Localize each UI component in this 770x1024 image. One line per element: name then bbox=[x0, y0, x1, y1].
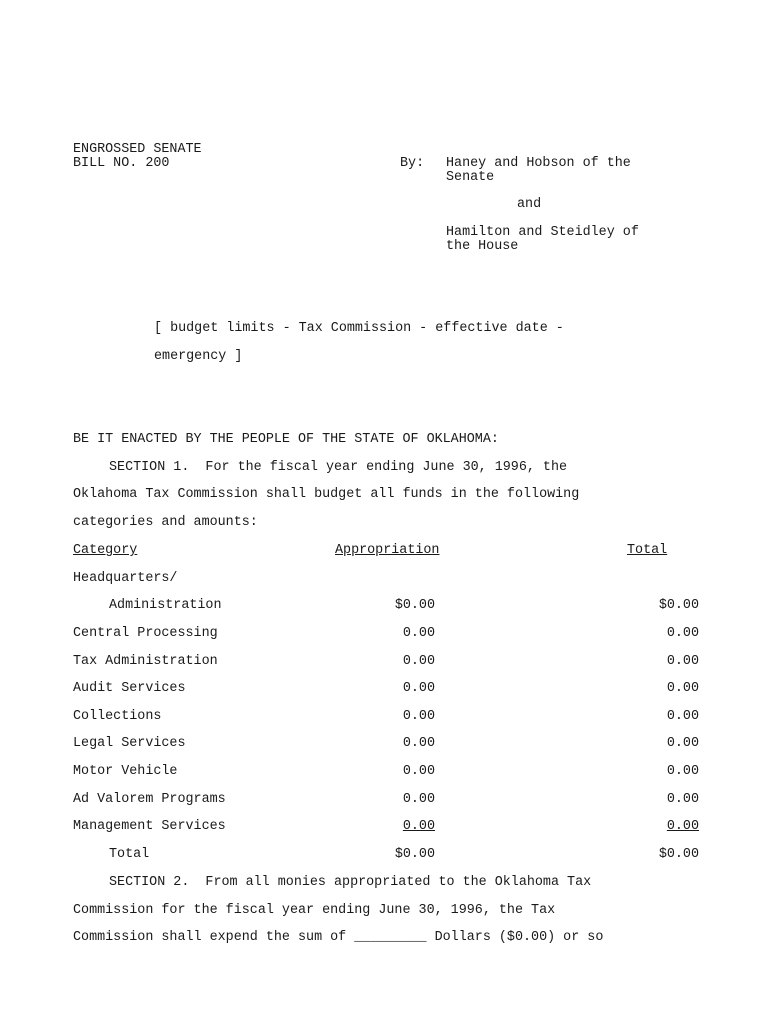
row-appropriation: 0.00 bbox=[402, 681, 435, 696]
hq-prefix: Headquarters/ bbox=[73, 571, 178, 586]
caption-line2: emergency ] bbox=[154, 349, 243, 364]
row-appropriation: 0.00 bbox=[402, 819, 435, 834]
row-appropriation: 0.00 bbox=[402, 764, 435, 779]
section2-line3: Commission shall expend the sum of _________ Dollars ($0.00) or so bbox=[73, 930, 604, 945]
bill-number: BILL NO. 200 bbox=[73, 156, 170, 171]
row-category: Motor Vehicle bbox=[73, 764, 178, 779]
row-total: 0.00 bbox=[666, 792, 699, 807]
header-category: Category bbox=[73, 543, 138, 558]
row-total: 0.00 bbox=[666, 654, 699, 669]
section1-line3: categories and amounts: bbox=[73, 515, 258, 530]
row-total: 0.00 bbox=[666, 819, 699, 834]
senate-authors-line1: Haney and Hobson of the bbox=[446, 156, 631, 171]
house-authors-line2: the House bbox=[446, 239, 519, 254]
row-appropriation: 0.00 bbox=[402, 709, 435, 724]
bill-title-line1: ENGROSSED SENATE bbox=[73, 142, 202, 157]
row-category: Management Services bbox=[73, 819, 226, 834]
row-total: 0.00 bbox=[666, 681, 699, 696]
total-amount: $0.00 bbox=[658, 847, 699, 862]
row-category: Collections bbox=[73, 709, 162, 724]
row-category: Audit Services bbox=[73, 681, 186, 696]
enacting-clause: BE IT ENACTED BY THE PEOPLE OF THE STATE OF OKLAHOMA: bbox=[73, 432, 499, 447]
section2-line2: Commission for the fiscal year ending June 30, 1996, the Tax bbox=[73, 903, 556, 918]
house-authors-line1: Hamilton and Steidley of bbox=[446, 225, 639, 240]
row-category: Administration bbox=[109, 598, 222, 613]
section1-line1: SECTION 1. For the fiscal year ending June 30, 1996, the bbox=[109, 460, 568, 475]
total-appropriation: $0.00 bbox=[394, 847, 435, 862]
row-category: Tax Administration bbox=[73, 654, 218, 669]
row-total: $0.00 bbox=[658, 598, 699, 613]
row-appropriation: 0.00 bbox=[402, 626, 435, 641]
row-total: 0.00 bbox=[666, 736, 699, 751]
row-appropriation: 0.00 bbox=[402, 792, 435, 807]
caption-line1: [ budget limits - Tax Commission - effective date - bbox=[154, 321, 564, 336]
header-total: Total bbox=[627, 543, 668, 558]
by-label: By: bbox=[400, 156, 425, 171]
row-category: Central Processing bbox=[73, 626, 218, 641]
row-category: Ad Valorem Programs bbox=[73, 792, 226, 807]
row-appropriation: $0.00 bbox=[394, 598, 435, 613]
row-total: 0.00 bbox=[666, 626, 699, 641]
senate-authors-line2: Senate bbox=[446, 170, 495, 185]
section1-line2: Oklahoma Tax Commission shall budget all funds in the following bbox=[73, 487, 580, 502]
and-conjunction: and bbox=[517, 197, 542, 212]
row-appropriation: 0.00 bbox=[402, 736, 435, 751]
section2-line1: SECTION 2. From all monies appropriated to the Oklahoma Tax bbox=[109, 875, 592, 890]
total-label: Total bbox=[109, 847, 150, 862]
row-total: 0.00 bbox=[666, 709, 699, 724]
row-appropriation: 0.00 bbox=[402, 654, 435, 669]
row-total: 0.00 bbox=[666, 764, 699, 779]
row-category: Legal Services bbox=[73, 736, 186, 751]
header-appropriation: Appropriation bbox=[335, 543, 440, 558]
